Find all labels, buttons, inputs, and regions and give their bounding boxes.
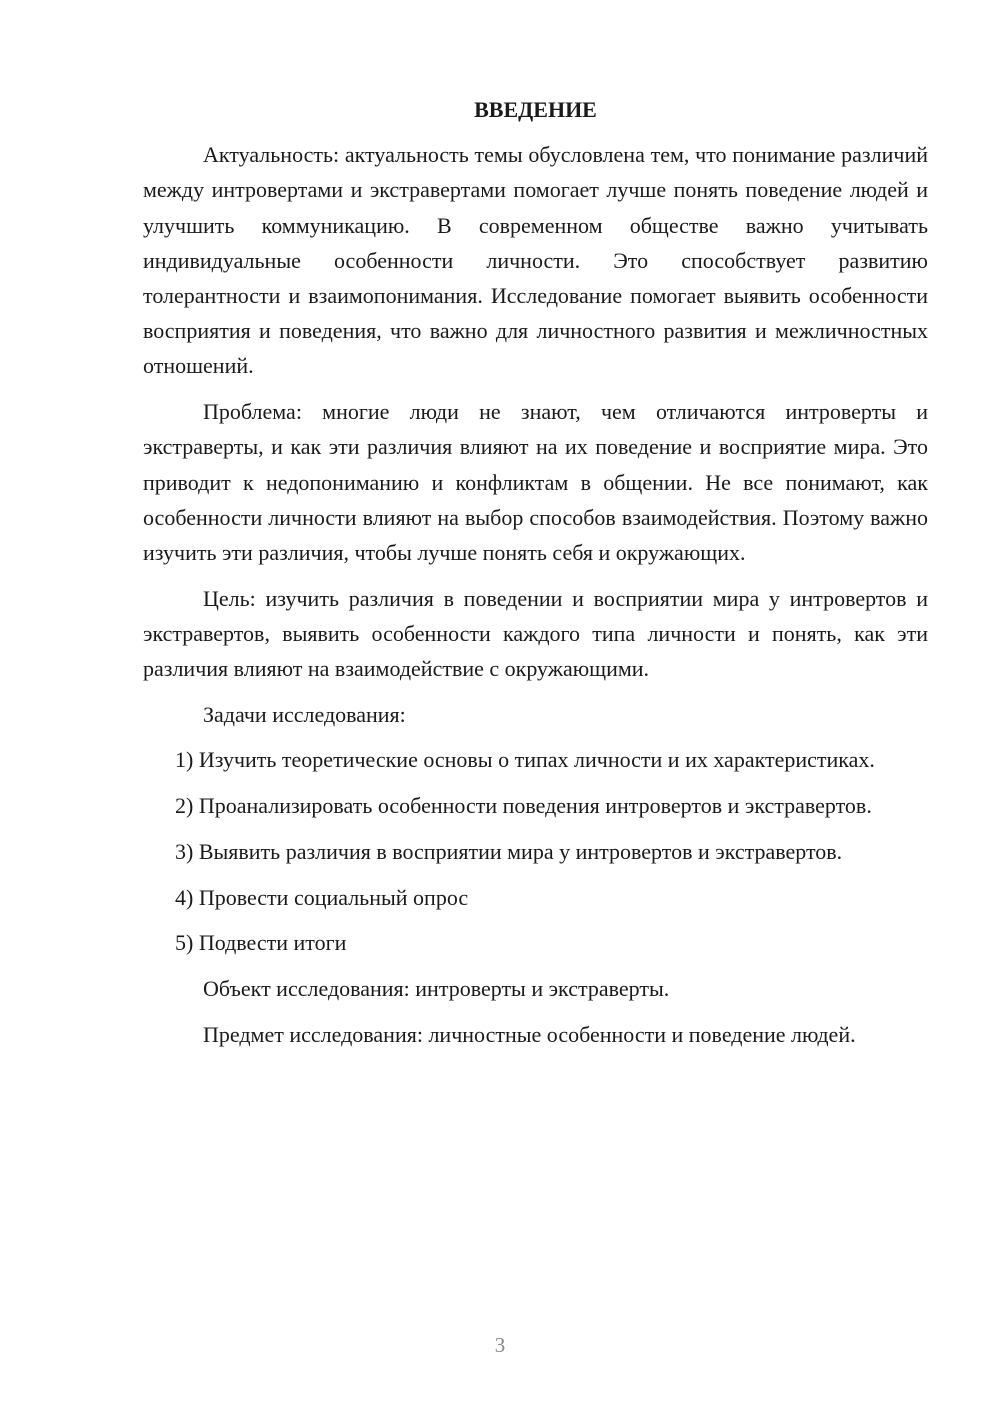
tasks-title: Задачи исследования: [203,701,406,727]
paragraph-problem: Проблема: многие люди не знают, чем отличаются интроверты и экстраверты, и как эти различия влияют на их поведение и восприятие мира. Это приводит к недопониманию и конфликтам в общении. Не все понимают, как особенности личности влияют на выбор способов взаимодействия. Поэтому важно изучить эти различия, чтобы лучше понять себя и окружающих. [143,399,928,565]
task-item: 3) Выявить различия в восприятии мира у интровертов и экстравертов. [175,838,843,864]
task-item: 2) Проанализировать особенности поведения интровертов и экстравертов. [175,793,872,819]
section-heading: ВВЕДЕНИЕ [474,97,597,122]
paragraph-object: Объект исследования: интроверты и экстраверты. [203,975,670,1001]
task-item: 4) Провести социальный опрос [175,884,469,910]
task-item: 5) Подвести итоги [175,930,347,956]
paragraph-relevance: Актуальность: актуальность темы обусловлена тем, что понимание различий между интровертами и экстравертами помогает лучше понять поведение людей и улучшить коммуникацию. В современном обществе важно учитывать индивидуальные особенности личности. Это способствует развитию толерантности и взаимопонимания. Исследование помогает выявить особенности восприятия и поведения, что важно для личностного развития и межличностных отношений. [143,142,928,379]
paragraph-goal: Цель: изучить различия в поведении и восприятии мира у интровертов и экстравертов, выявить особенности каждого типа личности и понять, как эти различия влияют на взаимодействие с окружающими. [143,585,928,682]
task-item: 1) Изучить теоретические основы о типах личности и их характеристиках. [175,747,875,773]
paragraph-subject: Предмет исследования: личностные особенности и поведение людей. [203,1021,856,1047]
page-content [143,92,928,1062]
page-number: 3 [494,1333,506,1357]
